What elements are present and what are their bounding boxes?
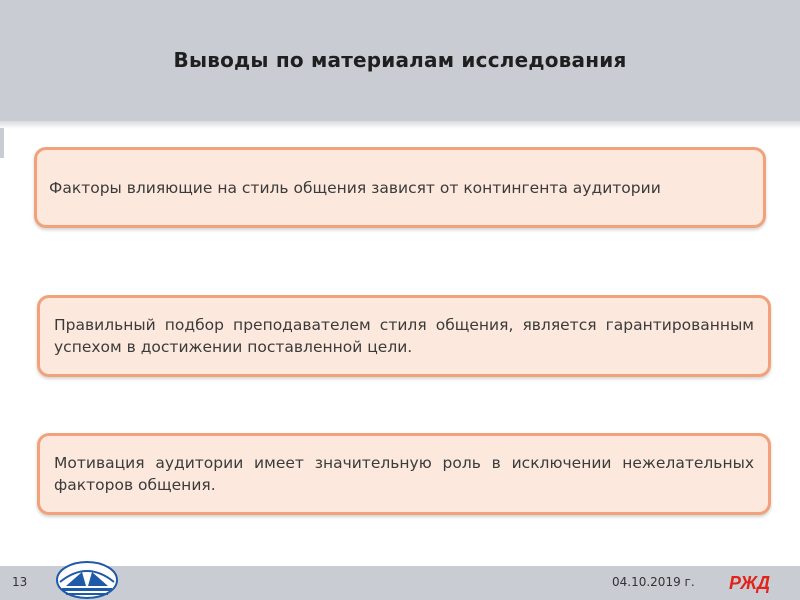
left-accent-bar [0, 128, 4, 158]
conclusion-card-3 [37, 433, 771, 515]
slide-title: Выводы по материалам исследования [173, 48, 627, 72]
slide-date: 04.10.2019 г. [612, 575, 695, 589]
header-shadow [0, 121, 800, 129]
conclusion-card-1 [34, 147, 766, 228]
conclusion-text-1: Факторы влияющие на стиль общения зависят от контингента аудитории [49, 178, 661, 197]
conclusion-card-2 [37, 295, 771, 377]
page-number: 13 [12, 575, 28, 589]
rzd-logo-icon [727, 570, 775, 594]
conclusion-text-2: Правильный подбор преподавателем стиля общения, является гарантированным успехом в достижении поставленной цели. [54, 316, 754, 356]
svg-text:РЖД: РЖД [729, 573, 771, 593]
conclusion-text-3: Мотивация аудитории имеет значительную роль в исключении нежелательных факторов общения. [54, 454, 754, 494]
university-emblem-icon [52, 556, 122, 600]
